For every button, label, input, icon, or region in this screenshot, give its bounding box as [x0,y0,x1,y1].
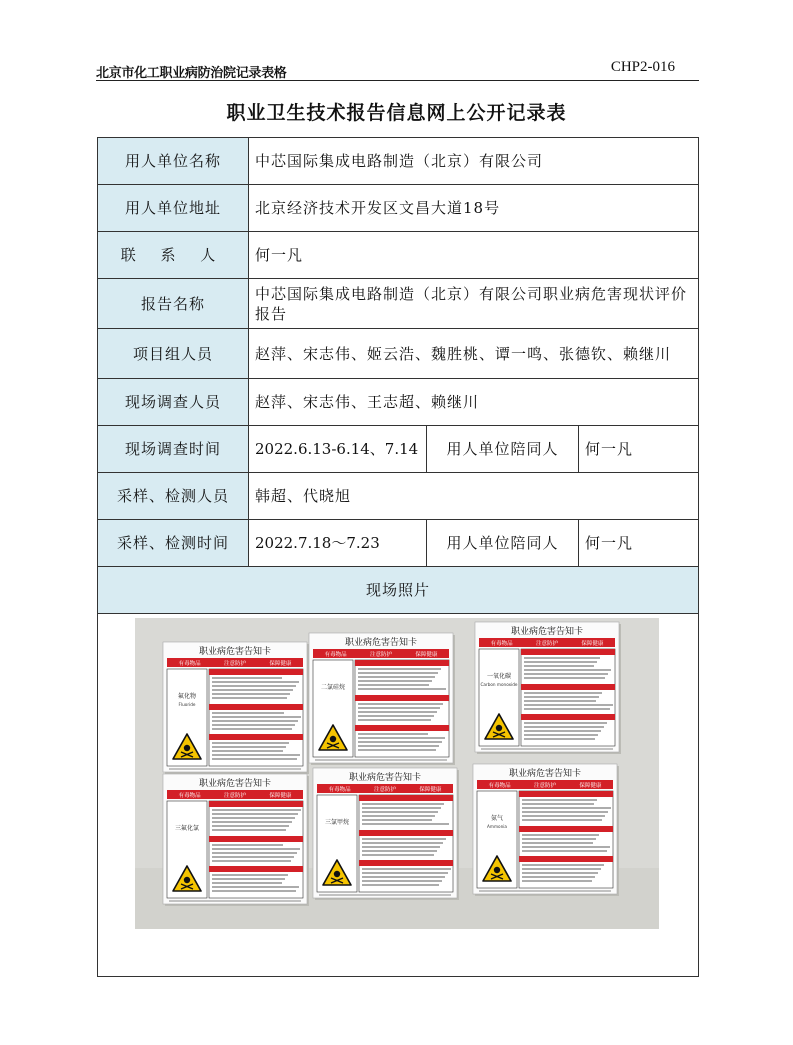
card-tab: 有毒物品 [324,652,347,658]
header-code: CHP2-016 [610,59,675,75]
site-photo-illustration [135,618,659,929]
record-form [97,137,699,977]
survey-companion-value: 何一凡 [579,426,699,473]
survey-staff-label: 现场调查人员 [98,379,249,426]
contact-value: 何一凡 [249,232,699,279]
card-chemical-en: Carbon monoxide [480,682,518,687]
card-tab: 保障健康 [581,641,604,647]
card-tab: 注意防护 [223,793,247,799]
employer-address-label: 用人单位地址 [98,185,249,232]
card-tab: 有毒物品 [488,783,511,789]
row-employer-name [98,138,699,185]
survey-staff-value: 赵萍、宋志伟、王志超、赖继川 [249,379,699,426]
card-chemical-en: Ammonia [487,824,507,829]
project-members-label: 项目组人员 [98,329,249,379]
hazard-card [473,764,619,896]
hazard-card [313,768,459,900]
survey-time-value: 2022.6.13-6.14、7.14 [249,426,427,473]
card-chemical: 二氯硅烷 [320,684,346,691]
card-title: 职业病危害告知卡 [508,769,582,779]
card-tab: 注意防护 [223,661,247,667]
row-employer-address [98,185,699,232]
employer-name-value: 中芯国际集成电路制造（北京）有限公司 [249,138,699,185]
hazard-card [475,622,621,754]
sampling-companion-value: 何一凡 [579,520,699,567]
card-title: 职业病危害告知卡 [198,779,272,789]
report-name-label: 报告名称 [98,279,249,329]
card-title: 职业病危害告知卡 [510,627,584,637]
employer-name-label: 用人单位名称 [98,138,249,185]
row-project-members [98,329,699,379]
report-name-value: 中芯国际集成电路制造（北京）有限公司职业病危害现状评价报告 [249,279,699,329]
header-rule [96,80,699,81]
card-tab: 注意防护 [535,641,559,647]
card-tab: 保障健康 [415,652,438,658]
card-tab: 注意防护 [533,783,557,789]
survey-companion-label: 用人单位陪同人 [427,426,579,473]
row-photo [98,614,699,977]
card-tab: 注意防护 [373,787,397,793]
card-chemical: 三氟化氯 [174,825,200,832]
sampling-companion-label: 用人单位陪同人 [427,520,579,567]
card-title: 职业病危害告知卡 [198,647,272,657]
row-survey-staff [98,379,699,426]
sampling-time-label: 采样、检测时间 [98,520,249,567]
row-survey-time [98,426,699,473]
photo-cell [98,614,699,977]
sampling-staff-value: 韩超、代晓旭 [249,473,699,520]
card-tab: 保障健康 [269,793,292,799]
card-tab: 有毒物品 [328,787,351,793]
row-report-name [98,279,699,329]
card-tab: 有毒物品 [178,793,201,799]
sampling-time-value: 2022.7.18～7.23 [249,520,427,567]
card-chemical: 氨气 [490,815,504,822]
card-tab: 注意防护 [369,652,393,658]
hazard-card [163,774,309,906]
photo-section-label: 现场照片 [98,567,699,614]
card-title: 职业病危害告知卡 [344,638,418,648]
project-members-value: 赵萍、宋志伟、姬云浩、魏胜桃、谭一鸣、张德钦、赖继川 [249,329,699,379]
survey-time-label: 现场调查时间 [98,426,249,473]
row-sampling-staff [98,473,699,520]
sampling-staff-label: 采样、检测人员 [98,473,249,520]
card-tab: 有毒物品 [178,661,201,667]
card-tab: 保障健康 [579,783,602,789]
hazard-card [163,642,309,774]
row-sampling-time [98,520,699,567]
row-contact [98,232,699,279]
card-chemical: 一氧化碳 [486,673,512,680]
header-org: 北京市化工职业病防治院记录表格 [96,66,287,81]
row-photo-head [98,567,699,614]
page-title: 职业卫生技术报告信息网上公开记录表 [226,102,567,124]
card-tab: 保障健康 [269,661,292,667]
hazard-card [309,633,455,765]
card-title: 职业病危害告知卡 [348,773,422,783]
employer-address-value: 北京经济技术开发区文昌大道18号 [249,185,699,232]
contact-label: 联 系 人 [98,232,249,279]
card-tab: 有毒物品 [490,641,513,647]
card-chemical: 三氯甲烷 [324,819,350,826]
card-chemical: 氟化物 [177,693,197,700]
card-chemical-en: Fluoride [178,702,196,707]
card-tab: 保障健康 [419,787,442,793]
site-photo [135,618,659,929]
